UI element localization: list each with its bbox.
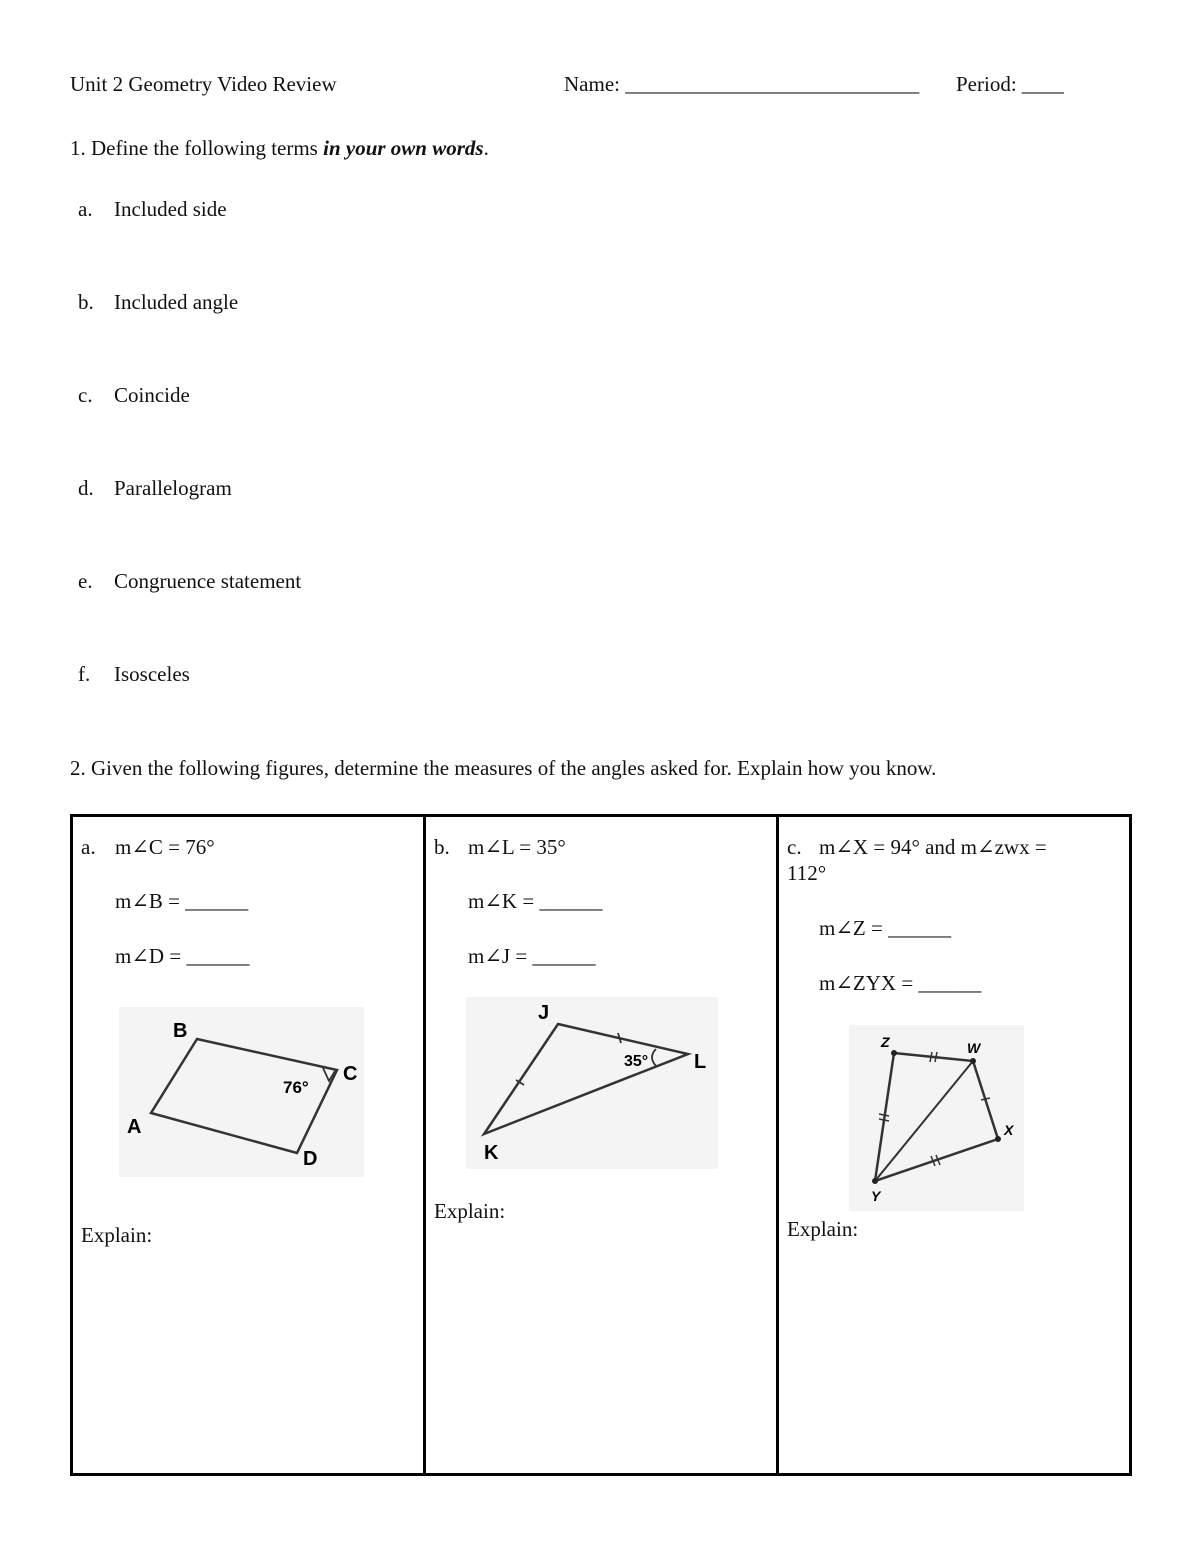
vertex-label-c: C bbox=[343, 1063, 358, 1085]
term-item-d bbox=[78, 476, 232, 501]
part-a-letter: a. bbox=[81, 835, 96, 859]
vertex-label-b: B bbox=[173, 1020, 188, 1042]
vertex-label-j: J bbox=[538, 1002, 550, 1024]
part-a-ask-d[interactable]: m∠D = ______ bbox=[115, 944, 250, 968]
term-letter: d. bbox=[78, 476, 94, 500]
part-a-explain[interactable]: Explain: bbox=[81, 1223, 153, 1247]
angle-c-label: 76° bbox=[283, 1078, 309, 1097]
part-b-letter: b. bbox=[434, 835, 450, 859]
part-b-given: m∠L = 35° bbox=[468, 835, 566, 859]
term-item-e bbox=[78, 569, 301, 594]
vertex-label-y: Y bbox=[871, 1188, 881, 1204]
part-c-given-line2: 112° bbox=[787, 861, 827, 885]
figure-background bbox=[466, 997, 718, 1169]
figures-table bbox=[70, 814, 1132, 1476]
part-c-ask-z[interactable]: m∠Z = ______ bbox=[819, 916, 952, 940]
question-1-prompt-end: . bbox=[483, 136, 489, 160]
question-1-prompt-text: 1. Define the following terms bbox=[70, 136, 324, 160]
vertex-dot-w bbox=[970, 1058, 976, 1064]
term-text: Congruence statement bbox=[114, 569, 302, 593]
term-text: Included side bbox=[114, 197, 227, 221]
part-b-explain[interactable]: Explain: bbox=[434, 1199, 506, 1223]
term-letter: e. bbox=[78, 569, 93, 593]
term-letter: b. bbox=[78, 290, 94, 314]
vertex-label-l: L bbox=[694, 1051, 707, 1073]
term-text: Coincide bbox=[114, 383, 190, 407]
name-field[interactable]: Name: ____________________________ bbox=[564, 72, 920, 96]
part-b-cell[interactable] bbox=[425, 816, 778, 1475]
vertex-dot-y bbox=[872, 1178, 878, 1184]
term-letter: a. bbox=[78, 197, 93, 221]
question-2-prompt: 2. Given the following figures, determine the measures of the angles asked for. Explain how you know. bbox=[70, 756, 937, 780]
parallelogram-figure bbox=[119, 1007, 364, 1177]
term-text: Included angle bbox=[114, 290, 239, 314]
term-item-a bbox=[78, 197, 227, 222]
part-c-cell[interactable] bbox=[778, 816, 1131, 1475]
term-item-f bbox=[78, 662, 190, 687]
worksheet-title: Unit 2 Geometry Video Review bbox=[70, 72, 337, 96]
term-text: Isosceles bbox=[114, 662, 190, 686]
vertex-label-k: K bbox=[484, 1142, 499, 1164]
vertex-label-z: Z bbox=[881, 1034, 890, 1050]
question-1-prompt bbox=[70, 136, 489, 161]
term-letter: c. bbox=[78, 383, 93, 407]
question-1-emphasis: in your own words bbox=[323, 136, 484, 160]
part-c-letter: c. bbox=[787, 835, 802, 859]
vertex-label-d: D bbox=[303, 1148, 318, 1170]
part-a-cell[interactable] bbox=[72, 816, 425, 1475]
vertex-dot-x bbox=[995, 1136, 1001, 1142]
part-a-given: m∠C = 76° bbox=[115, 835, 215, 859]
vertex-label-w: W bbox=[967, 1040, 981, 1056]
part-b-ask-j[interactable]: m∠J = ______ bbox=[468, 944, 596, 968]
part-c-ask-zyx[interactable]: m∠ZYX = ______ bbox=[819, 971, 982, 995]
kite-figure bbox=[849, 1025, 1024, 1211]
vertex-label-x: X bbox=[1004, 1122, 1014, 1138]
part-c-explain[interactable]: Explain: bbox=[787, 1217, 859, 1241]
part-c-given-line1: m∠X = 94° and m∠zwx = bbox=[819, 835, 1047, 859]
angle-l-label: 35° bbox=[624, 1053, 649, 1070]
term-item-b bbox=[78, 290, 238, 315]
vertex-label-a: A bbox=[127, 1116, 142, 1138]
triangle-figure bbox=[466, 997, 718, 1169]
term-letter: f. bbox=[78, 662, 91, 686]
part-a-ask-b[interactable]: m∠B = ______ bbox=[115, 889, 249, 913]
period-field[interactable]: Period: ____ bbox=[956, 72, 1064, 96]
vertex-dot-z bbox=[891, 1050, 897, 1056]
part-b-ask-k[interactable]: m∠K = ______ bbox=[468, 889, 603, 913]
term-item-c bbox=[78, 383, 190, 408]
term-text: Parallelogram bbox=[114, 476, 232, 500]
